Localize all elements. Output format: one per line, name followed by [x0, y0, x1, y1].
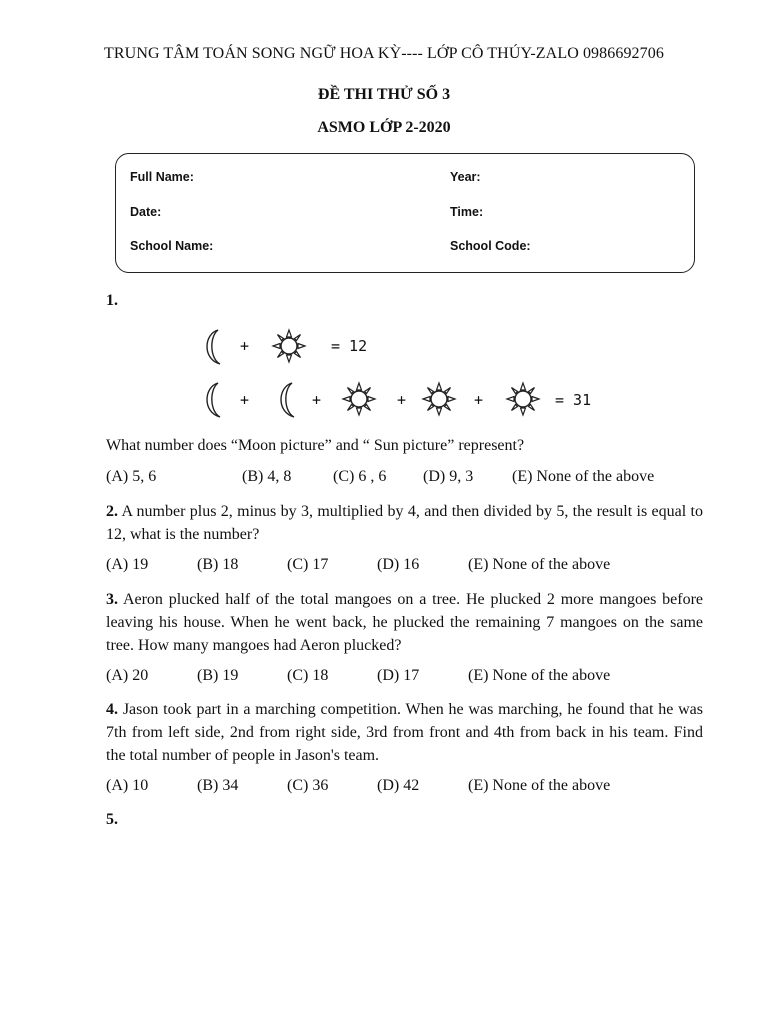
- question-1-options: [106, 468, 706, 490]
- option-d: (D) 17: [377, 667, 420, 684]
- question-1-number: 1.: [106, 292, 118, 309]
- option-b: (B) 4, 8: [242, 468, 292, 485]
- question-4-number: 4.: [106, 701, 118, 718]
- option-d: (D) 42: [377, 777, 420, 794]
- sun-icon: [271, 328, 307, 364]
- plus-sign: +: [240, 391, 250, 409]
- option-e: (E) None of the above: [512, 468, 655, 485]
- option-e: (E) None of the above: [468, 556, 611, 573]
- equation-2-result: = 31: [555, 391, 592, 409]
- moon-icon: [274, 382, 298, 418]
- question-2: [106, 500, 703, 546]
- student-info-box: [115, 153, 695, 273]
- option-a: (A) 10: [106, 777, 149, 794]
- sun-icon: [341, 381, 377, 417]
- exam-subtitle: ASMO LỚP 2-2020: [317, 119, 451, 136]
- question-3-number: 3.: [106, 591, 118, 608]
- option-e: (E) None of the above: [468, 777, 611, 794]
- option-a: (A) 20: [106, 667, 149, 684]
- question-4: [106, 698, 703, 767]
- q1-picture-equations: [0, 325, 768, 420]
- question-2-text: A number plus 2, minus by 3, multiplied by 4, and then divided by 5, the result is equal to 12, what is the number?: [106, 503, 703, 543]
- option-a: (A) 19: [106, 556, 149, 573]
- option-c: (C) 36: [287, 777, 329, 794]
- plus-sign: +: [397, 391, 407, 409]
- school-name-label: School Name:: [130, 239, 214, 253]
- option-d: (D) 9, 3: [423, 468, 474, 485]
- year-label: Year:: [450, 170, 481, 184]
- option-b: (B) 19: [197, 667, 239, 684]
- page-header: TRUNG TÂM TOÁN SONG NGỮ HOA KỲ---- LỚP CÔ THÚY-ZALO 0986692706: [104, 45, 664, 62]
- question-2-number: 2.: [106, 503, 118, 520]
- exam-title: ĐỀ THI THỬ SỐ 3: [317, 86, 451, 103]
- full-name-label: Full Name:: [130, 170, 194, 184]
- moon-icon: [200, 382, 224, 418]
- option-e: (E) None of the above: [468, 667, 611, 684]
- question-4-options: [106, 777, 706, 799]
- school-code-label: School Code:: [450, 239, 531, 253]
- moon-icon: [200, 329, 224, 365]
- option-c: (C) 18: [287, 667, 329, 684]
- plus-sign: +: [240, 337, 250, 355]
- plus-sign: +: [312, 391, 322, 409]
- equation-1-result: = 12: [331, 337, 368, 355]
- option-d: (D) 16: [377, 556, 420, 573]
- option-a: (A) 5, 6: [106, 468, 157, 485]
- time-label: Time:: [450, 205, 484, 219]
- option-b: (B) 34: [197, 777, 239, 794]
- question-2-options: [106, 556, 706, 578]
- option-c: (C) 6 , 6: [333, 468, 387, 485]
- question-3: [106, 588, 703, 657]
- question-5-number: 5.: [106, 811, 118, 828]
- question-3-options: [106, 667, 706, 689]
- question-4-text: Jason took part in a marching competition. When he was marching, he found that he was 7th from left side, 2nd from right side, 3rd from front and 4th from back in his team. Find the total number of people in Jason's team.: [106, 701, 703, 764]
- question-3-text: Aeron plucked half of the total mangoes on a tree. He plucked 2 more mangoes before leaving his house. When he went back, he plucked the remaining 7 mangoes on the same tree. How many mangoes had Aeron plucked?: [106, 591, 703, 654]
- option-c: (C) 17: [287, 556, 329, 573]
- plus-sign: +: [474, 391, 484, 409]
- question-1-text: What number does “Moon picture” and “ Sun picture” represent?: [106, 437, 525, 454]
- sun-icon: [421, 381, 457, 417]
- sun-icon: [505, 381, 541, 417]
- date-label: Date:: [130, 205, 162, 219]
- option-b: (B) 18: [197, 556, 239, 573]
